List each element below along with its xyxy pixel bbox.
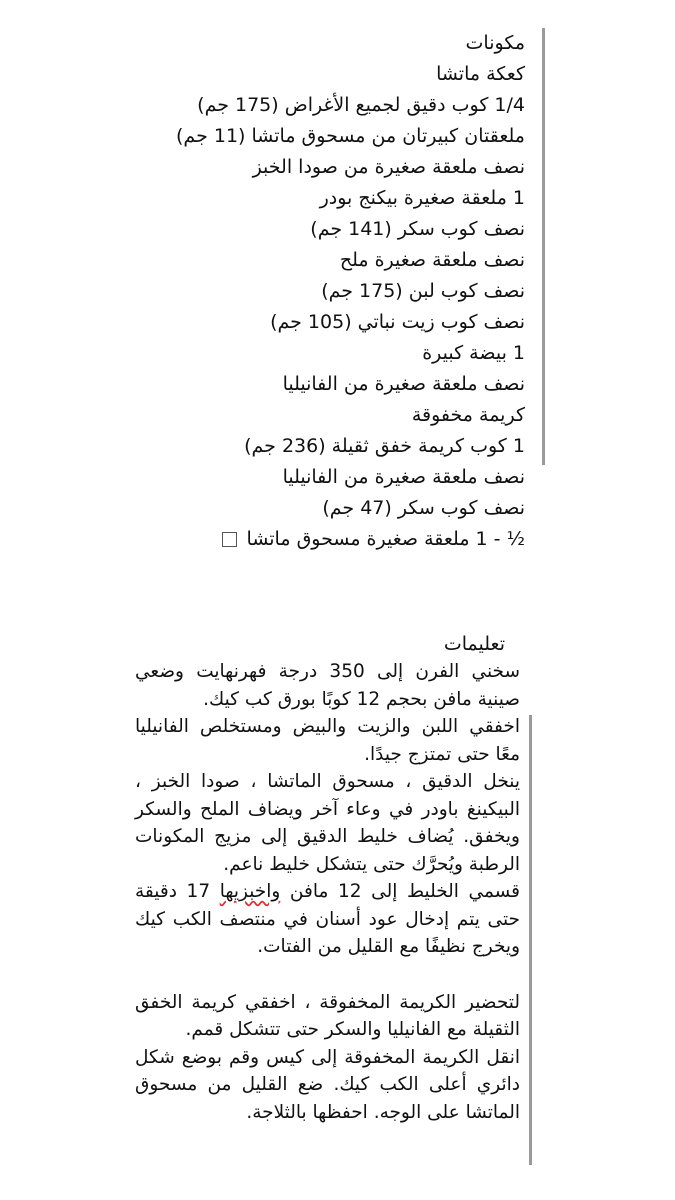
- instruction-step: [135, 878, 520, 961]
- quote-bar-bottom: [529, 715, 532, 1165]
- ingredient-item: ملعقتان كبيرتان من مسحوق ماتشا (11 جم): [176, 125, 525, 147]
- spellcheck-marked-word[interactable]: واخبزيها: [219, 881, 281, 902]
- instruction-step: لتحضير الكريمة المخفوقة ، اخفقي كريمة الخفق الثقيلة مع الفانيليا والسكر حتى تتشكل قمم.: [135, 991, 520, 1040]
- checklist-item[interactable]: [105, 524, 525, 555]
- ingredient-item: 1/4 كوب دقيق لجميع الأغراض (175 جم): [197, 94, 525, 116]
- ingredients-title: مكونات: [465, 32, 525, 54]
- ingredient-item: نصف كوب لبن (175 جم): [321, 280, 525, 302]
- cream-heading: كريمة مخفوقة: [411, 404, 525, 426]
- instructions-title: تعليمات: [443, 633, 505, 655]
- instruction-step: سخني الفرن إلى 350 درجة فهرنهايت وضعي صينية مافن بحجم 12 كوبًا بورق كب كيك.: [135, 661, 520, 710]
- ingredient-item: 1 ملعقة صغيرة بيكنج بودر: [319, 187, 525, 209]
- checklist-item-label: ½ - 1 ملعقة صغيرة مسحوق ماتشا: [246, 528, 525, 550]
- ingredient-item: نصف كوب سكر (141 جم): [310, 218, 525, 240]
- ingredient-item: 1 بيضة كبيرة: [422, 342, 525, 364]
- checkbox[interactable]: [222, 532, 237, 547]
- instruction-step: ينخل الدقيق ، مسحوق الماتشا ، صودا الخبز ، البيكينغ باودر في وعاء آخر ويضاف الملح والسكر ويخفق. يُضاف خليط الدقيق إلى مزيج المكونات الرطبة ويُحرَّك حتى يتشكل خليط ناعم.: [135, 771, 520, 875]
- ingredient-item: 1 كوب كريمة خفق ثقيلة (236 جم): [244, 435, 525, 457]
- ingredient-item: نصف كوب زيت نباتي (105 جم): [270, 311, 525, 333]
- instructions-body: [135, 658, 520, 1126]
- ingredients-list: [105, 28, 525, 555]
- ingredient-item: نصف ملعقة صغيرة من صودا الخبز: [252, 156, 525, 178]
- instruction-text: قسمي الخليط إلى 12 مافن: [280, 881, 520, 902]
- cake-heading: كعكة ماتشا: [436, 63, 525, 85]
- instruction-step: اخفقي اللبن والزيت والبيض ومستخلص الفانيليا معًا حتى تمتزج جيدًا.: [135, 716, 520, 765]
- ingredient-item: نصف كوب سكر (47 جم): [322, 497, 525, 519]
- instruction-step: انقل الكريمة المخفوقة إلى كيس وقم بوضع شكل دائري أعلى الكب كيك. ضع القليل من مسحوق الماتشا على الوجه. احفظها بالثلاجة.: [135, 1046, 520, 1123]
- ingredient-item: نصف ملعقة صغيرة من الفانيليا: [282, 373, 525, 395]
- paragraph-gap: [135, 961, 520, 989]
- quote-bar-top: [542, 28, 545, 465]
- instruction-text: 17 دقيقة حتى يتم إدخال عود أسنان في منتصف الكب كيك ويخرج نظيفًا مع القليل من الفتات.: [135, 881, 520, 957]
- ingredient-item: نصف ملعقة صغيرة من الفانيليا: [282, 466, 525, 488]
- ingredient-item: نصف ملعقة صغيرة ملح: [339, 249, 525, 271]
